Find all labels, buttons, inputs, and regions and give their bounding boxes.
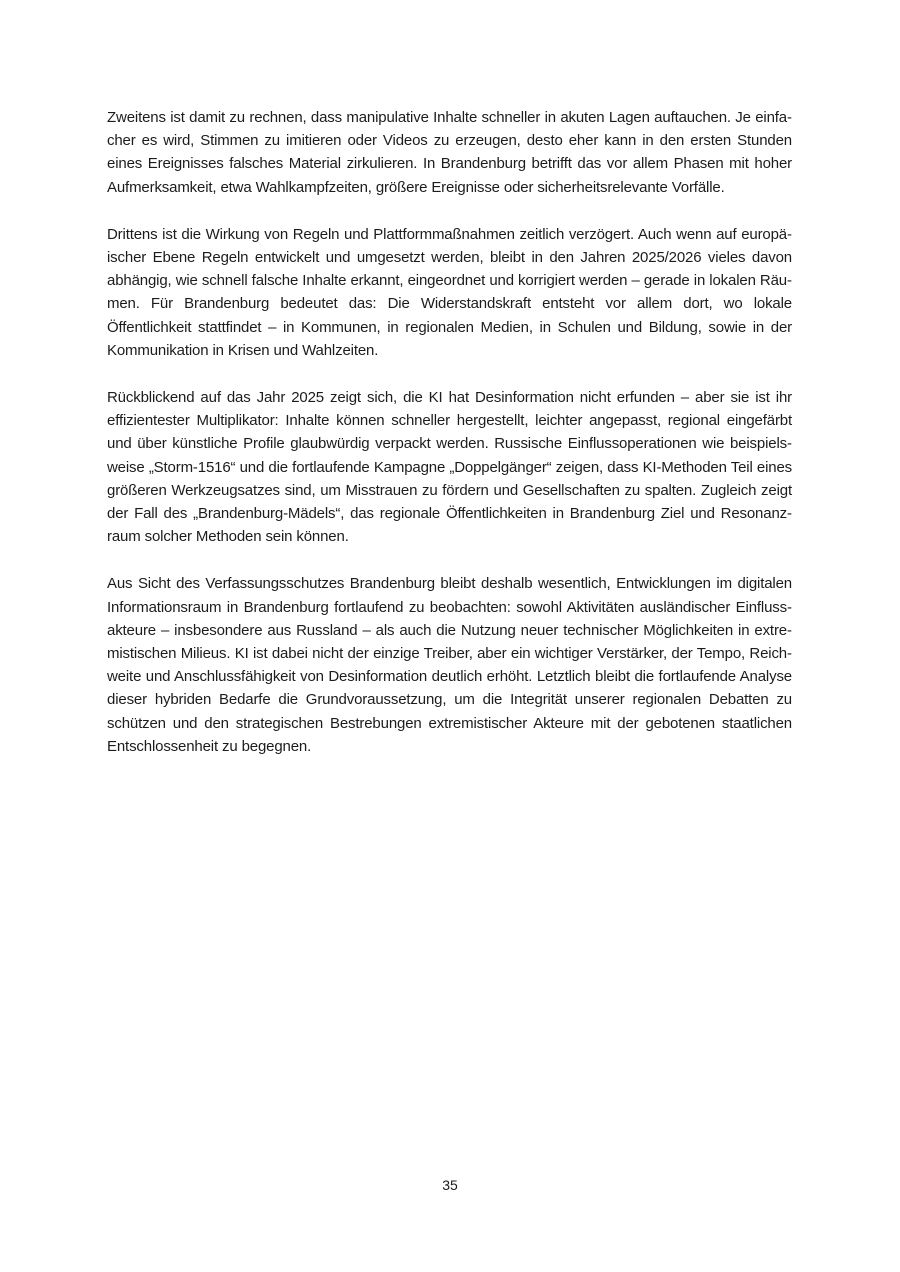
paragraph: Drittens ist die Wirkung von Regeln und Plattformmaßnahmen zeitlich verzögert. Auch wenn auf europäischer Ebene Regeln entwickelt und umgesetzt werden, bleibt in den Jahren 2025/2026 vieles davon abhängig, wie schnell falsche Inhalte erkannt, eingeordnet und korrigiert werden – gerade in lokalen Räumen. Für Brandenburg bedeutet das: Die Widerstandskraft entsteht vor allem dort, wo lokale Öffentlichkeit stattfindet – in Kommunen, in regionalen Medien, in Schulen und Bildung, sowie in der Kommunikation in Krisen und Wahlzeiten. [107,225,792,359]
paragraph: Rückblickend auf das Jahr 2025 zeigt sich, die KI hat Desinformation nicht erfunden – aber sie ist ihr effizientester Multiplikator: Inhalte können schneller hergestellt, leichter angepasst, regional eingefärbt und über künstliche Profile glaubwürdig verpackt werden. Russische Einflussoperationen wie beispielsweise „Storm-1516“ und die fortlaufende Kampagne „Doppelgänger“ zeigen, dass KI-Methoden Teil eines größeren Werkzeugsatzes sind, um Misstrauen zu fördern und Gesellschaften zu spalten. Zugleich zeigt der Fall des „Brandenburg-Mädels“, das regionale Öffentlichkeiten in Brandenburg Ziel und Resonanzraum solcher Methoden sein können. [107,389,792,546]
paragraph: Zweitens ist damit zu rechnen, dass manipulative Inhalte schneller in akuten Lagen auftauchen. Je einfacher es wird, Stimmen zu imitieren oder Videos zu erzeugen, desto eher kann in den ersten Stunden eines Ereignisses falsches Material zirkulieren. In Brandenburg betrifft das vor allem Phasen mit hoher Aufmerksamkeit, etwa Wahlkampfzeiten, größere Ereignisse oder sicherheitsrelevante Vorfälle. [107,109,792,196]
paragraph: Aus Sicht des Verfassungsschutzes Brandenburg bleibt deshalb wesentlich, Entwicklungen im digitalen Informationsraum in Brandenburg fortlaufend zu beobachten: sowohl Aktivitäten ausländischer Einflussakteure – insbesondere aus Russland – als auch die Nutzung neuer technischer Möglichkeiten in extremistischen Milieus. KI ist dabei nicht der einzige Treiber, aber ein wichtiger Verstärker, der Tempo, Reichweite und Anschlussfähigkeit von Desinformation deutlich erhöht. Letztlich bleibt die fortlaufende Analyse dieser hybriden Bedarfe die Grundvoraussetzung, um die Integrität unserer regionalen Debatten zu schützen und den strategischen Bestrebungen extremistischer Akteure mit der gebotenen staatlichen Entschlossenheit zu begegnen. [107,575,792,755]
page-number: 35 [442,1177,458,1193]
body-text [107,106,792,782]
